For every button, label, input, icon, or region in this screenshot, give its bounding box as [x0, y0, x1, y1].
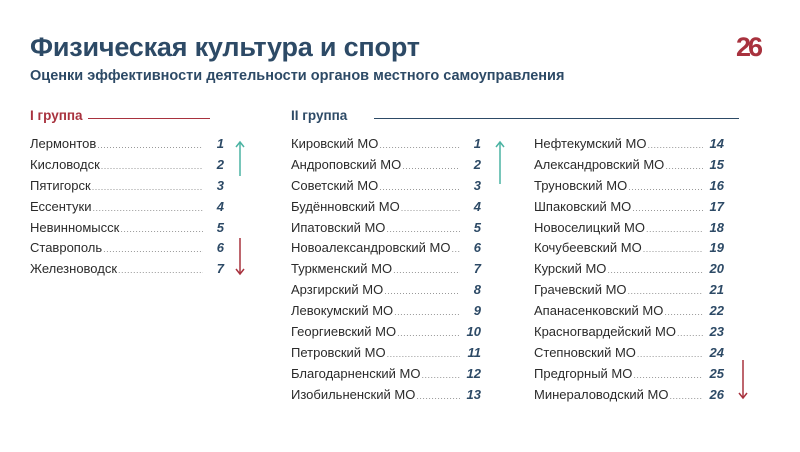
- municipality-name: Кисловодск: [30, 156, 100, 172]
- rank-number: 2: [473, 156, 481, 172]
- list-item: [534, 240, 724, 261]
- municipality-name: Предгорный МО: [534, 365, 633, 381]
- dot-leader: [422, 370, 461, 380]
- dot-leader: [647, 140, 703, 150]
- municipality-name: Кочубеевский МО: [534, 240, 642, 256]
- group2-list-right: [534, 136, 724, 408]
- dot-leader: [401, 203, 460, 213]
- list-item: [30, 178, 224, 199]
- dot-leader: [120, 224, 203, 234]
- municipality-name: Андроповский МО: [291, 156, 402, 172]
- municipality-name: Благодарненский МО: [291, 365, 421, 381]
- municipality-name: Будённовский МО: [291, 198, 400, 214]
- list-item: [534, 261, 724, 282]
- municipality-name: Пятигорск: [30, 177, 91, 193]
- dot-leader: [393, 265, 460, 275]
- dot-leader: [386, 224, 460, 234]
- dot-leader: [677, 328, 703, 338]
- dot-leader: [384, 286, 460, 296]
- list-item: [291, 387, 481, 408]
- list-item: [291, 303, 481, 324]
- rank-number: 4: [216, 198, 224, 214]
- municipality-name: Новоалександровский МО: [291, 240, 451, 256]
- list-item: [291, 178, 481, 199]
- list-item: [291, 324, 481, 345]
- municipality-name: Александровский МО: [534, 156, 665, 172]
- dot-leader: [607, 265, 703, 275]
- rank-number: 4: [473, 198, 481, 214]
- list-item: [534, 157, 724, 178]
- list-item: [534, 387, 724, 408]
- rank-number: 22: [709, 303, 724, 319]
- municipality-name: Железноводск: [30, 261, 118, 277]
- list-item: [534, 345, 724, 366]
- municipality-name: Невинномысск: [30, 219, 120, 235]
- dot-leader: [628, 286, 703, 296]
- list-item: [30, 261, 224, 282]
- list-item: [291, 136, 481, 157]
- dot-leader: [633, 370, 703, 380]
- dot-leader: [643, 244, 703, 254]
- list-item: [291, 366, 481, 387]
- arrow-down-icon: [234, 238, 246, 276]
- list-item: [534, 136, 724, 157]
- list-item: [291, 157, 481, 178]
- rank-number: 15: [709, 156, 724, 172]
- dot-leader: [118, 265, 203, 275]
- list-item: [291, 261, 481, 282]
- rank-number: 13: [466, 386, 481, 402]
- rank-number: 24: [709, 344, 724, 360]
- rank-number: 5: [216, 219, 224, 235]
- rank-number: 3: [473, 177, 481, 193]
- dot-leader: [387, 349, 460, 359]
- dot-leader: [416, 391, 460, 401]
- list-item: [30, 220, 224, 241]
- rank-number: 16: [709, 177, 724, 193]
- rank-number: 21: [709, 282, 724, 298]
- municipality-name: Ставрополь: [30, 240, 103, 256]
- dot-leader: [92, 182, 203, 192]
- municipality-name: Степновский МО: [534, 344, 636, 360]
- dot-leader: [394, 307, 460, 317]
- rank-number: 5: [473, 219, 481, 235]
- list-item: [291, 282, 481, 303]
- rank-number: 25: [709, 365, 724, 381]
- dot-leader: [379, 182, 460, 192]
- list-item: [30, 199, 224, 220]
- dot-leader: [92, 203, 203, 213]
- rank-number: 14: [709, 136, 724, 151]
- list-item: [534, 324, 724, 345]
- rank-number: 8: [473, 282, 481, 298]
- rank-number: 12: [466, 365, 481, 381]
- municipality-name: Кировский МО: [291, 136, 379, 151]
- dot-leader: [402, 161, 460, 171]
- svg-text:26: 26: [736, 32, 761, 62]
- page-subtitle: Оценки эффективности деятельности органов местного самоуправления: [30, 68, 565, 84]
- municipality-name: Лермонтов: [30, 136, 97, 151]
- municipality-name: Минераловодский МО: [534, 386, 669, 402]
- arrow-up-icon: [494, 140, 506, 184]
- dot-leader: [628, 182, 703, 192]
- municipality-name: Арзгирский МО: [291, 282, 384, 298]
- municipality-name: Ипатовский МО: [291, 219, 386, 235]
- rank-number: 17: [709, 198, 724, 214]
- arrow-down-icon: [737, 360, 749, 400]
- municipality-name: Апанасенковский МО: [534, 303, 664, 319]
- list-item: [291, 220, 481, 241]
- dot-leader: [379, 140, 460, 150]
- rank-number: 2: [216, 156, 224, 172]
- group1-heading: I группа: [30, 108, 83, 123]
- dot-leader: [397, 328, 460, 338]
- region-26-logo: [736, 30, 772, 62]
- list-item: [534, 366, 724, 387]
- municipality-name: Грачевский МО: [534, 282, 627, 298]
- list-item: [534, 220, 724, 241]
- municipality-name: Шпаковский МО: [534, 198, 632, 214]
- rank-number: 19: [709, 240, 724, 256]
- group2-divider: [374, 118, 739, 119]
- municipality-name: Георгиевский МО: [291, 324, 397, 340]
- dot-leader: [669, 391, 703, 401]
- page-title: Физическая культура и спорт: [30, 32, 420, 62]
- list-item: [30, 240, 224, 261]
- dot-leader: [451, 244, 460, 254]
- rank-number: 1: [216, 136, 224, 151]
- dot-leader: [665, 161, 703, 171]
- rank-number: 7: [216, 261, 224, 277]
- municipality-name: Петровский МО: [291, 344, 386, 360]
- municipality-name: Советский МО: [291, 177, 379, 193]
- group1-divider: [88, 118, 210, 119]
- rank-number: 9: [473, 303, 481, 319]
- municipality-name: Ессентуки: [30, 198, 92, 214]
- group2-heading: II группа: [291, 108, 348, 123]
- group2-list-left: [291, 136, 481, 408]
- rank-number: 26: [709, 386, 724, 402]
- municipality-name: Курский МО: [534, 261, 607, 277]
- municipality-name: Труновский МО: [534, 177, 628, 193]
- list-item: [291, 240, 481, 261]
- arrow-up-icon: [234, 140, 246, 176]
- dot-leader: [97, 140, 203, 150]
- rank-number: 7: [473, 261, 481, 277]
- list-item: [534, 199, 724, 220]
- rank-number: 1: [473, 136, 481, 151]
- municipality-name: Новоселицкий МО: [534, 219, 645, 235]
- rank-number: 20: [709, 261, 724, 277]
- dot-leader: [664, 307, 703, 317]
- list-item: [534, 282, 724, 303]
- rank-number: 3: [216, 177, 224, 193]
- municipality-name: Туркменский МО: [291, 261, 393, 277]
- rank-number: 10: [466, 324, 481, 340]
- group1-list: [30, 136, 224, 282]
- list-item: [30, 157, 224, 178]
- rank-number: 23: [709, 324, 724, 340]
- municipality-name: Красногвардейский МО: [534, 324, 676, 340]
- dot-leader: [632, 203, 703, 213]
- list-item: [534, 178, 724, 199]
- dot-leader: [637, 349, 703, 359]
- rank-number: 18: [709, 219, 724, 235]
- dot-leader: [103, 244, 203, 254]
- rank-number: 6: [473, 240, 481, 256]
- municipality-name: Нефтекумский МО: [534, 136, 647, 151]
- rank-number: 6: [216, 240, 224, 256]
- list-item: [30, 136, 224, 157]
- list-item: [534, 303, 724, 324]
- dot-leader: [646, 224, 703, 234]
- dot-leader: [101, 161, 203, 171]
- municipality-name: Изобильненский МО: [291, 386, 416, 402]
- list-item: [291, 199, 481, 220]
- rank-number: 11: [467, 344, 481, 360]
- list-item: [291, 345, 481, 366]
- municipality-name: Левокумский МО: [291, 303, 394, 319]
